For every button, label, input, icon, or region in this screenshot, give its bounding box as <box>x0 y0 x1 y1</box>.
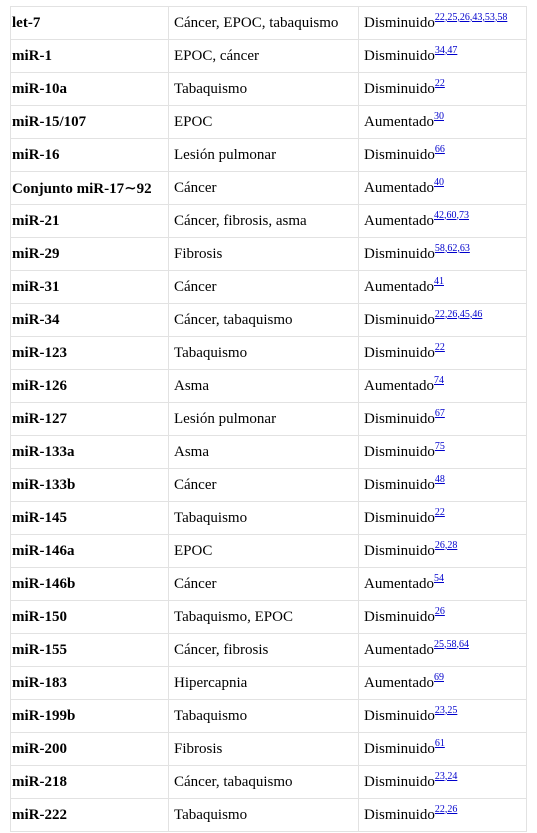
reference-link[interactable]: 22 <box>434 506 445 518</box>
expression-label: Disminuido <box>364 245 435 262</box>
reference-link[interactable]: 54 <box>433 572 444 584</box>
reference-superscript <box>435 144 445 155</box>
reference-link[interactable]: 30 <box>433 110 444 122</box>
mirna-name-cell: miR-155 <box>11 634 169 667</box>
expression-label: Aumentado <box>364 674 434 691</box>
condition-cell: Cáncer <box>169 469 359 502</box>
mirna-name-cell: miR-150 <box>11 601 169 634</box>
reference-superscript <box>435 78 445 89</box>
expression-cell <box>359 403 527 436</box>
expression-label: Disminuido <box>364 146 435 163</box>
reference-superscript <box>435 12 508 23</box>
reference-link[interactable]: 41 <box>433 275 444 287</box>
expression-label: Aumentado <box>364 179 434 196</box>
mirna-name-cell: miR-15/107 <box>11 106 169 139</box>
expression-label: Disminuido <box>364 14 435 31</box>
table-row <box>11 733 527 766</box>
expression-label: Disminuido <box>364 476 435 493</box>
reference-superscript <box>434 375 444 386</box>
reference-superscript <box>435 309 483 320</box>
reference-superscript <box>435 606 445 617</box>
mirna-name-cell: miR-1 <box>11 40 169 73</box>
expression-label: Aumentado <box>364 575 434 592</box>
expression-cell <box>359 766 527 799</box>
mirna-name-cell: miR-127 <box>11 403 169 436</box>
reference-superscript <box>435 474 445 485</box>
reference-superscript <box>435 342 445 353</box>
expression-cell <box>359 106 527 139</box>
reference-link[interactable]: 26,28 <box>434 539 458 551</box>
table-row <box>11 304 527 337</box>
table-row <box>11 403 527 436</box>
reference-link[interactable]: 22,26 <box>434 803 458 815</box>
expression-label: Disminuido <box>364 410 435 427</box>
mirna-name-cell: let-7 <box>11 7 169 40</box>
reference-link[interactable]: 23,25 <box>434 704 458 716</box>
expression-label: Disminuido <box>364 806 435 823</box>
reference-link[interactable]: 23,24 <box>434 770 458 782</box>
reference-superscript <box>434 111 444 122</box>
expression-label: Aumentado <box>364 641 434 658</box>
reference-superscript <box>434 573 444 584</box>
reference-link[interactable]: 66 <box>434 143 445 155</box>
condition-cell: Cáncer, fibrosis <box>169 634 359 667</box>
expression-label: Disminuido <box>364 707 435 724</box>
reference-superscript <box>434 210 469 221</box>
table-row <box>11 535 527 568</box>
expression-cell <box>359 634 527 667</box>
mirna-table <box>10 6 527 832</box>
table-row <box>11 139 527 172</box>
reference-link[interactable]: 26 <box>434 605 445 617</box>
mirna-name-cell: miR-34 <box>11 304 169 337</box>
expression-cell <box>359 568 527 601</box>
expression-label: Disminuido <box>364 509 435 526</box>
table-row <box>11 601 527 634</box>
reference-superscript <box>435 540 458 551</box>
table-row <box>11 40 527 73</box>
condition-cell: Cáncer <box>169 568 359 601</box>
mirna-name-cell: miR-16 <box>11 139 169 172</box>
condition-cell: Fibrosis <box>169 238 359 271</box>
mirna-name-cell: miR-200 <box>11 733 169 766</box>
reference-link[interactable]: 61 <box>434 737 445 749</box>
table-row <box>11 436 527 469</box>
expression-cell <box>359 73 527 106</box>
reference-superscript <box>434 177 444 188</box>
expression-cell <box>359 304 527 337</box>
expression-label: Disminuido <box>364 773 435 790</box>
reference-superscript <box>435 45 458 56</box>
reference-superscript <box>435 408 445 419</box>
reference-link[interactable]: 34,47 <box>434 44 458 56</box>
expression-cell <box>359 139 527 172</box>
reference-link[interactable]: 40 <box>433 176 444 188</box>
expression-cell <box>359 370 527 403</box>
table-row <box>11 667 527 700</box>
reference-superscript <box>434 672 444 683</box>
mirna-name-cell: miR-10a <box>11 73 169 106</box>
mirna-name-cell: miR-31 <box>11 271 169 304</box>
table-row <box>11 469 527 502</box>
reference-superscript <box>435 441 445 452</box>
expression-label: Disminuido <box>364 47 435 64</box>
condition-cell: Hipercapnia <box>169 667 359 700</box>
expression-cell <box>359 469 527 502</box>
expression-label: Disminuido <box>364 608 435 625</box>
table-row <box>11 205 527 238</box>
mirna-name-cell: miR-29 <box>11 238 169 271</box>
reference-link[interactable]: 22,25,26,43,53,58 <box>434 11 508 23</box>
reference-link[interactable]: 74 <box>433 374 444 386</box>
mirna-name-cell: miR-146a <box>11 535 169 568</box>
reference-link[interactable]: 75 <box>434 440 445 452</box>
mirna-name-cell: miR-145 <box>11 502 169 535</box>
mirna-table-container <box>10 6 526 832</box>
expression-label: Disminuido <box>364 344 435 361</box>
table-row <box>11 634 527 667</box>
condition-cell: Cáncer <box>169 172 359 205</box>
expression-cell <box>359 502 527 535</box>
condition-cell: Lesión pulmonar <box>169 139 359 172</box>
condition-cell: Cáncer, fibrosis, asma <box>169 205 359 238</box>
expression-cell <box>359 337 527 370</box>
mirna-name-cell: miR-146b <box>11 568 169 601</box>
mirna-name-cell: miR-133a <box>11 436 169 469</box>
expression-cell <box>359 667 527 700</box>
reference-link[interactable]: 58,62,63 <box>434 242 470 254</box>
reference-link[interactable]: 22,26,45,46 <box>434 308 483 320</box>
expression-label: Disminuido <box>364 740 435 757</box>
mirna-name-cell: miR-126 <box>11 370 169 403</box>
expression-label: Disminuido <box>364 443 435 460</box>
table-row <box>11 766 527 799</box>
reference-superscript <box>435 804 458 815</box>
reference-link[interactable]: 22 <box>434 341 445 353</box>
condition-cell: Cáncer <box>169 271 359 304</box>
condition-cell: EPOC, cáncer <box>169 40 359 73</box>
reference-superscript <box>435 771 458 782</box>
table-row <box>11 238 527 271</box>
reference-superscript <box>435 507 445 518</box>
expression-label: Aumentado <box>364 212 434 229</box>
mirna-name-cell: miR-199b <box>11 700 169 733</box>
expression-cell <box>359 436 527 469</box>
condition-cell: Asma <box>169 370 359 403</box>
table-row <box>11 337 527 370</box>
expression-cell <box>359 733 527 766</box>
mirna-name-cell: miR-183 <box>11 667 169 700</box>
reference-link[interactable]: 22 <box>434 77 445 89</box>
condition-cell: Tabaquismo <box>169 337 359 370</box>
reference-superscript <box>434 276 444 287</box>
reference-superscript <box>435 243 470 254</box>
condition-cell: Tabaquismo <box>169 799 359 832</box>
table-row <box>11 502 527 535</box>
expression-cell <box>359 535 527 568</box>
condition-cell: Cáncer, tabaquismo <box>169 304 359 337</box>
reference-superscript <box>434 639 469 650</box>
reference-link[interactable]: 48 <box>434 473 445 485</box>
reference-superscript <box>435 738 445 749</box>
mirna-name-cell: Conjunto miR-17∼92 <box>11 172 169 205</box>
expression-label: Aumentado <box>364 278 434 295</box>
expression-cell <box>359 238 527 271</box>
condition-cell: Cáncer, tabaquismo <box>169 766 359 799</box>
reference-superscript <box>435 705 458 716</box>
expression-cell <box>359 172 527 205</box>
condition-cell: Tabaquismo <box>169 73 359 106</box>
table-row <box>11 700 527 733</box>
expression-cell <box>359 205 527 238</box>
condition-cell: Asma <box>169 436 359 469</box>
reference-link[interactable]: 67 <box>434 407 445 419</box>
condition-cell: EPOC <box>169 535 359 568</box>
expression-cell <box>359 40 527 73</box>
condition-cell: Tabaquismo <box>169 502 359 535</box>
table-row <box>11 568 527 601</box>
table-row <box>11 271 527 304</box>
condition-cell: Tabaquismo, EPOC <box>169 601 359 634</box>
expression-label: Disminuido <box>364 542 435 559</box>
mirna-name-cell: miR-123 <box>11 337 169 370</box>
condition-cell: Cáncer, EPOC, tabaquismo <box>169 7 359 40</box>
table-row <box>11 370 527 403</box>
expression-label: Aumentado <box>364 377 434 394</box>
table-row <box>11 7 527 40</box>
condition-cell: EPOC <box>169 106 359 139</box>
reference-link[interactable]: 69 <box>433 671 444 683</box>
condition-cell: Fibrosis <box>169 733 359 766</box>
expression-cell <box>359 271 527 304</box>
reference-link[interactable]: 42,60,73 <box>433 209 469 221</box>
expression-cell <box>359 7 527 40</box>
mirna-name-cell: miR-222 <box>11 799 169 832</box>
mirna-name-cell: miR-133b <box>11 469 169 502</box>
expression-label: Disminuido <box>364 311 435 328</box>
mirna-name-cell: miR-218 <box>11 766 169 799</box>
table-row <box>11 73 527 106</box>
expression-cell <box>359 799 527 832</box>
table-row <box>11 172 527 205</box>
reference-link[interactable]: 25,58,64 <box>433 638 469 650</box>
expression-cell <box>359 601 527 634</box>
table-row <box>11 799 527 832</box>
expression-cell <box>359 700 527 733</box>
condition-cell: Tabaquismo <box>169 700 359 733</box>
expression-label: Aumentado <box>364 113 434 130</box>
table-row <box>11 106 527 139</box>
table-body <box>11 7 527 832</box>
condition-cell: Lesión pulmonar <box>169 403 359 436</box>
mirna-name-cell: miR-21 <box>11 205 169 238</box>
expression-label: Disminuido <box>364 80 435 97</box>
